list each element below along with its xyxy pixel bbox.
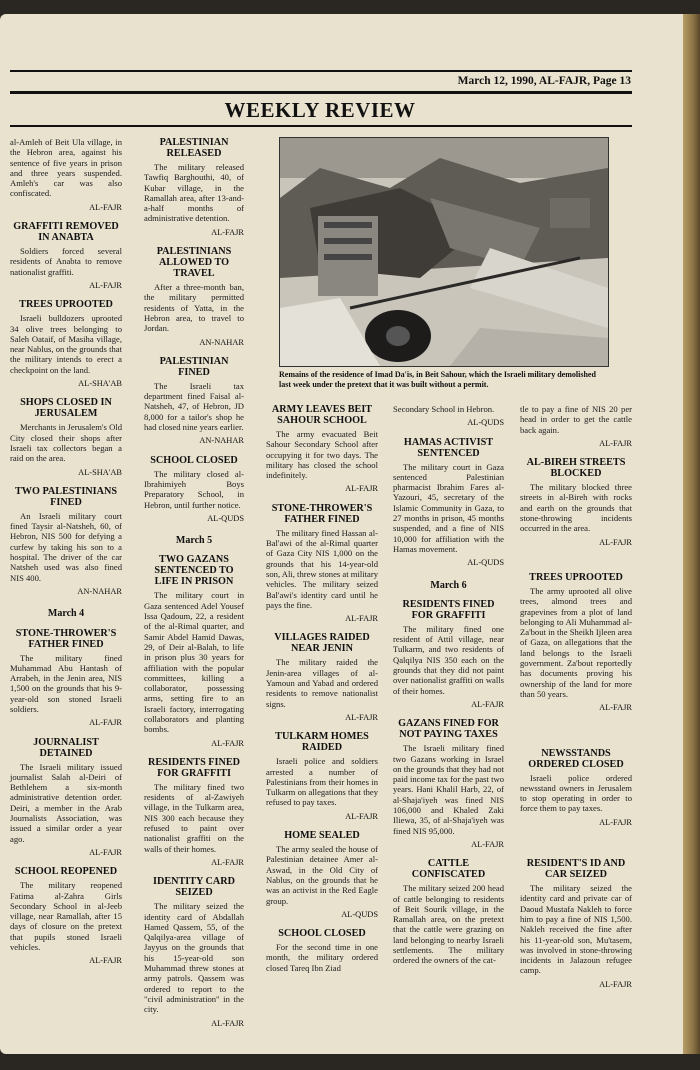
article-body: The military raided the Jenin-area villages of al-Yamoun and Yabad and ordered residents to remove nationalist signs. xyxy=(266,657,378,709)
article-source: AN-NAHAR xyxy=(77,586,122,596)
article-body: The military reopened Fatima al-Zahra Girls Secondary School in al-Jeeb village, near Ramallah, after 15 days of closure on the pretext that pupils stoned Israeli vehicles. xyxy=(10,880,122,953)
header-rule xyxy=(10,91,632,94)
article-headline: ARMY LEAVES BEIT SAHOUR SCHOOL xyxy=(271,404,373,426)
article-headline: PALESTINIANS ALLOWED TO TRAVEL xyxy=(156,246,232,280)
article-source: AL-FAJR xyxy=(471,699,504,709)
column-3 xyxy=(266,404,378,977)
article-body: The military fined Muhammad Abu Hantash of Arrabeh, in the Jenin area, NIS 1,500 on the grounds that his 9-year-old son stoned Israeli soldiers. xyxy=(10,652,122,714)
article-body: The military seized the identity card of Abdallah Hamed Qassem, 55, of the Qalqilya-area village of Jayyus on the grounds that his 15-year-old son Muhammad threw stones at army patrols. Qassem was ordered to report to the "civil administration" in the city. xyxy=(144,901,244,1015)
article-body: After a three-month ban, the military permitted residents of Yatta, in the Hebron area, to travel to Jordan. xyxy=(144,282,244,334)
newspaper-page xyxy=(0,14,683,1054)
article-body: Israeli police and soldiers arrested a number of Palestinians from their homes in Tulkarm on allegations that they refused to pay taxes. xyxy=(266,756,378,808)
issue-line: March 12, 1990, AL-FAJR, Page 13 xyxy=(457,75,631,87)
article-headline: SCHOOL CLOSED xyxy=(150,454,238,466)
article-source: AL-QUDS xyxy=(207,513,244,523)
article-source: AL-FAJR xyxy=(89,202,122,212)
article-headline: CATTLE CONFISCATED xyxy=(411,858,486,881)
article-headline: RESIDENT'S ID AND CAR SEIZED xyxy=(526,858,626,881)
article-body: The military court in Gaza sentenced Palestinian pharmacist Ibrahim Fares al-Yazouri, 45, secretary of the Islamic Community in Gaza, to 27 months in prison, 45 months suspended, and a fine of NIS 10,000 for affiliation with the Hamas movement. xyxy=(393,461,504,554)
article-source: AL-FAJR xyxy=(89,847,122,857)
article-source: AL-FAJR xyxy=(599,438,632,448)
article-body: The military fined two residents of al-Zawiyeh village, in the Tulkarm area, NIS 300 each because they refused to paint over nationalist graffiti on the walls of their homes. xyxy=(144,781,244,854)
demolished-house-photo xyxy=(279,137,609,367)
article-source: AL-FAJR xyxy=(599,703,632,713)
article-source: AL-FAJR xyxy=(89,280,122,290)
article-headline: HAMAS ACTIVIST SENTENCED xyxy=(403,436,494,459)
article-source: AL-FAJR xyxy=(211,227,244,237)
article-body: An Israeli military court fined Taysir al-Natsheh, 60, of Hebron, NIS 500 for defying a curfew by taking his son to a hospital. The driver of the car Natsheh used was also fined NIS 400. xyxy=(10,510,122,583)
article-headline: AL-BIREH STREETS BLOCKED xyxy=(526,457,626,480)
article-headline: TWO GAZANS SENTENCED TO LIFE IN PRISON xyxy=(154,554,234,588)
article-body: The military seized 200 head of cattle belonging to residents of Beit Sourik village, in the Ramallah area, on the pretext that the cattle were grazing on land belonging to nearby Israeli settlements. The military ordered the owners of the cat- xyxy=(393,883,504,966)
article-headline: RESIDENTS FINED FOR GRAFFITI xyxy=(148,756,240,779)
article-source: AL-FAJR xyxy=(471,839,504,849)
article-headline: PALESTINIAN RELEASED xyxy=(159,137,229,159)
article-source: AL-FAJR xyxy=(211,1018,244,1028)
article-headline: SHOPS CLOSED IN JERUSALEM xyxy=(20,397,112,420)
article-body: The military released Tawfiq Barghouthi, 40, of Kubar village, in the Ramallah area, after 13-and-a-half months of administrative detention. xyxy=(144,162,244,224)
article-body: The Israeli military issued journalist Salah al-Deiri of Bethlehem a six-month administrative detention order. Deiri, a member in the Arab Journalists Association, was issued a similar order a year ago. xyxy=(10,761,122,844)
article-body: Secondary School in Hebron. xyxy=(393,404,495,414)
article-headline: TREES UPROOTED xyxy=(529,571,623,583)
article-source: AL-FAJR xyxy=(345,712,378,722)
article-body: The Israeli military fined two Gazans working in Israel on the grounds that they had not paid income tax for the past two years. Hani Khalil Harb, 22, of al-Shaja'iyeh was fined NIS 106,000 and Khaled Zaki Iliewa, 35, of al-Shaja'iyeh was fined NIS 95,000. xyxy=(393,743,504,836)
article-source: AN-NAHAR xyxy=(199,436,244,446)
article-body: The army sealed the house of Palestinian detainee Amer al-Aswad, in the Old City of Nablus, on the grounds that he was an activist in the Red Eagle group. xyxy=(266,844,378,906)
article-body: The military court in Gaza sentenced Adel Yousef Issa Qadoum, 22, a resident of the al-Rimal quarter, and Samir Abdel Hamid Dawas, 29, of Deir al-Balah, to life in prison plus 30 years for affiliation with the popular committees, killing a collaborator, possessing arms, setting fire to an Israeli factory, interrogating collaborators and planting bombs. xyxy=(144,590,244,735)
article-headline: STONE-THROWER'S FATHER FINED xyxy=(15,627,117,650)
article-body: The Israeli tax department fined Faisal al-Natsheh, 47, of Hebron, JD 8,000 for a tailor's shop he had closed nine years earlier. xyxy=(144,380,244,433)
article-headline: TWO PALESTINIANS FINED xyxy=(15,485,117,508)
article-source: AL-QUDS xyxy=(467,418,504,428)
column-1 xyxy=(10,137,122,973)
article-headline: RESIDENTS FINED FOR GRAFFITI xyxy=(402,598,495,621)
article-headline: SCHOOL CLOSED xyxy=(278,928,366,940)
title-rule xyxy=(10,125,632,127)
article-source: AL-FAJR xyxy=(211,857,244,867)
article-headline: NEWSSTANDS ORDERED CLOSED xyxy=(528,747,624,770)
article-source: AL-SHA'AB xyxy=(78,467,122,477)
article-source: AL-FAJR xyxy=(89,718,122,728)
article-headline: HOME SEALED xyxy=(284,830,360,842)
article-body: The military closed al-Ibrahimiyeh Boys Preparatory School, in Hebron, until further notice. xyxy=(144,468,244,510)
article-body: al-Amleh of Beit Ula village, in the Hebron area, against his sentence of five years in prison and three years suspended. Amleh's car was also confiscated. xyxy=(10,137,122,199)
article-body: The military fined one resident of Attil village, near Tulkarm, and two residents of Qalqilya NIS 350 each on the grounds that they did not paint over nationalist graffiti on walls of their homes. xyxy=(393,623,504,696)
top-rule xyxy=(10,70,632,72)
article-body: Merchants in Jerusalem's Old City closed their shops after Israeli tax collectors began a raid on the area. xyxy=(10,422,122,464)
article-source: AL-FAJR xyxy=(345,484,378,494)
article-headline: TREES UPROOTED xyxy=(19,299,113,311)
article-body: Soldiers forced several residents of Anabta to remove nationalist graffiti. xyxy=(10,246,122,277)
article-source: AL-FAJR xyxy=(211,738,244,748)
article-body: The army uprooted all olive trees, almond trees and grapevines from a plot of land belonging to Ali Muhammad al-Za'bout in the Sheikh Ijleen area of Gaza, on allegations that the land belongs to the Israeli government. Za'bout reportedly has documents proving his ownership of the land for more than 50 years. xyxy=(520,585,632,699)
article-headline: STONE-THROWER'S FATHER FINED xyxy=(271,502,373,525)
photo-caption: Remains of the residence of Imad Da'is, in Beit Sahour, which the Israeli military demolished last week under the pretext that it was built without a permit. xyxy=(279,370,596,389)
rubble-image xyxy=(280,138,608,366)
article-source: AL-QUDS xyxy=(341,909,378,919)
article-source: AL-FAJR xyxy=(599,537,632,547)
article-source: AL-FAJR xyxy=(599,817,632,827)
article-source: AL-QUDS xyxy=(467,558,504,568)
column-4 xyxy=(393,404,504,970)
article-headline: PALESTINIAN FINED xyxy=(159,355,229,378)
article-body: The military fined Hassan al-Bal'awi of the al-Rimal quarter of Gaza City NIS 1,000 on the grounds that his 14-year-old son, Ali, threw stones at military vehicles. The military seized Bal'awi's identity card until he pays the fine. xyxy=(266,527,378,610)
article-source: AL-FAJR xyxy=(345,811,378,821)
article-body: Israeli bulldozers uprooted 34 olive trees belonging to Saleh Oataif, of Masiha village, near Nablus, on the grounds that the military intends to erect a checkpoint on the land. xyxy=(10,313,122,375)
article-headline: JOURNALIST DETAINED xyxy=(33,736,99,759)
article-headline: SCHOOL REOPENED xyxy=(14,866,118,878)
article-body: The army evacuated Beit Sahour Secondary School after occupying it for two days. The military has closed the school indefinitely. xyxy=(266,429,378,481)
date-heading: March 6 xyxy=(430,579,467,591)
article-body: For the second time in one month, the military ordered closed Tareq Ibn Ziad xyxy=(266,942,378,973)
article-source: AL-SHA'AB xyxy=(78,379,122,389)
article-source: AL-FAJR xyxy=(89,956,122,966)
article-headline: GAZANS FINED FOR NOT PAYING TAXES xyxy=(398,718,499,741)
article-source: AN-NAHAR xyxy=(199,337,244,347)
article-source: AL-FAJR xyxy=(599,979,632,989)
article-headline: IDENTITY CARD SEIZED xyxy=(153,876,235,899)
article-body: tle to pay a fine of NIS 20 per head in order to get the cattle back again. xyxy=(520,404,632,435)
page-title: WEEKLY REVIEW xyxy=(224,98,416,122)
article-body: The military seized the identity card and private car of Daoud Mustafa Nakleh to force him to pay a fine of NIS 1,500. Nakleh received the fine after his 11-year-old son, Mu'tasem, was involved in stone-throwing incidents in Jalazoun refugee camp. xyxy=(520,883,632,976)
article-body: Israeli police ordered newsstand owners in Jerusalem to stop operating in order to force them to pay taxes. xyxy=(520,772,632,814)
article-headline: TULKARM HOMES RAIDED xyxy=(275,731,369,754)
column-2 xyxy=(144,137,244,1035)
column-5 xyxy=(520,404,632,996)
article-headline: VILLAGES RAIDED NEAR JENIN xyxy=(274,632,370,655)
date-heading: March 5 xyxy=(175,535,213,547)
date-heading: March 4 xyxy=(47,608,85,620)
article-body: The military blocked three streets in al-Bireh with rocks and earth on the grounds that stone-throwing incidents occurred in the area. xyxy=(520,482,632,534)
article-headline: GRAFFITI REMOVED IN ANABTA xyxy=(13,221,119,244)
book-binding xyxy=(683,14,700,1054)
article-source: AL-FAJR xyxy=(345,614,378,624)
